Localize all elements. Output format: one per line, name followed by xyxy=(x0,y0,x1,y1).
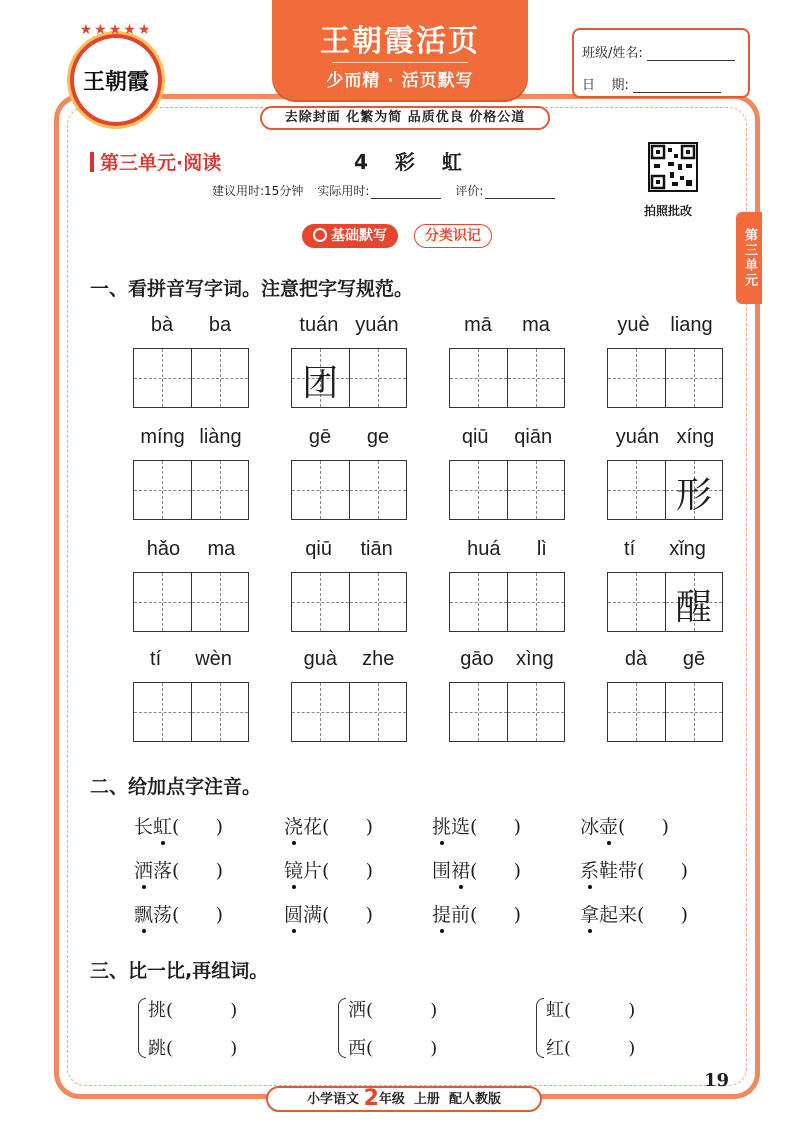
writing-grid xyxy=(133,572,249,632)
writing-box[interactable] xyxy=(292,683,349,741)
writing-box[interactable] xyxy=(134,349,191,407)
star-icon: ★★★★★ xyxy=(79,22,153,38)
writing-box[interactable] xyxy=(507,349,565,407)
writing-box[interactable] xyxy=(450,683,507,741)
pinyin-item xyxy=(607,426,723,520)
writing-grid xyxy=(607,348,723,408)
writing-grid xyxy=(133,348,249,408)
writing-grid xyxy=(291,572,407,632)
writing-box[interactable] xyxy=(292,573,349,631)
unit-title: 第三单元·阅读 xyxy=(90,148,221,175)
pinyin-syllable: tiān xyxy=(360,538,393,560)
word-char: 起来 xyxy=(599,904,638,926)
footer-bar xyxy=(266,1086,542,1112)
lesson-title: 4 彩 虹 xyxy=(354,150,472,174)
pronunciation-item xyxy=(580,900,688,927)
writing-grid xyxy=(449,460,565,520)
word-char: 荡 xyxy=(153,904,173,926)
writing-grid xyxy=(133,682,249,742)
pronunciation-item xyxy=(432,856,521,883)
evaluation-label: 评价: xyxy=(455,184,484,198)
writing-box[interactable] xyxy=(191,573,249,631)
pinyin-text xyxy=(291,314,407,340)
brand-banner xyxy=(272,0,528,100)
date-field[interactable] xyxy=(633,79,721,93)
compare-word[interactable]: 西( ) xyxy=(348,1038,438,1059)
answer-blank[interactable]: ( ) xyxy=(322,816,374,838)
writing-box[interactable] xyxy=(450,461,507,519)
pinyin-syllable: qiū xyxy=(305,538,332,560)
footer-grade-text: 年级 上册 配人教版 xyxy=(378,1092,501,1107)
written-char: 团 xyxy=(302,363,339,404)
dotted-char: 浇 xyxy=(284,812,303,839)
pinyin-text xyxy=(607,538,723,564)
compare-word[interactable]: 挑( ) xyxy=(148,1000,238,1021)
writing-box[interactable] xyxy=(507,573,565,631)
evaluation-field[interactable] xyxy=(485,187,555,199)
dotted-char: 镜 xyxy=(284,856,303,883)
footer-grade-number: 2 xyxy=(363,1086,379,1111)
writing-box[interactable] xyxy=(507,683,565,741)
dotted-char: 提 xyxy=(432,900,451,927)
pinyin-item xyxy=(133,426,249,520)
qr-code-icon[interactable] xyxy=(648,142,698,192)
pinyin-item xyxy=(291,426,407,520)
pinyin-item xyxy=(449,648,565,742)
actual-time-field[interactable] xyxy=(371,187,441,199)
pinyin-syllable: qiū xyxy=(461,426,489,448)
pinyin-syllable: xíng xyxy=(676,426,715,448)
writing-box[interactable] xyxy=(349,461,407,519)
dotted-char: 系 xyxy=(580,856,599,883)
writing-box[interactable] xyxy=(450,349,507,407)
pinyin-syllable: yuè xyxy=(617,314,650,336)
word-char: 鞋带 xyxy=(599,860,638,882)
pinyin-text xyxy=(607,426,723,452)
writing-box[interactable] xyxy=(665,461,723,519)
actual-time-label: 实际用时: xyxy=(317,184,370,198)
writing-box[interactable] xyxy=(134,573,191,631)
pinyin-syllable: tí xyxy=(150,648,162,670)
answer-blank[interactable]: ( ) xyxy=(470,860,522,882)
word-char: 围 xyxy=(432,860,452,882)
suggested-time: 建议用时:15分钟 xyxy=(212,184,304,198)
pinyin-item xyxy=(607,314,723,408)
pronunciation-item xyxy=(134,900,223,927)
compare-word[interactable]: 洒( ) xyxy=(348,1000,438,1021)
written-char: 醒 xyxy=(675,587,712,628)
writing-box[interactable] xyxy=(134,683,191,741)
answer-blank[interactable]: ( ) xyxy=(172,860,224,882)
dotted-char: 壶 xyxy=(599,812,618,839)
word-char: 前 xyxy=(451,904,471,926)
brace-icon xyxy=(338,998,346,1058)
pinyin-text xyxy=(449,648,565,674)
pronunciation-item xyxy=(580,856,688,883)
writing-grid xyxy=(607,682,723,742)
pinyin-item xyxy=(607,538,723,632)
pinyin-syllable: gē xyxy=(308,426,332,448)
dotted-char: 虹 xyxy=(153,812,172,839)
brace-icon xyxy=(536,998,544,1058)
logo-text: 王朝霞 xyxy=(82,68,149,95)
writing-box[interactable] xyxy=(507,461,565,519)
answer-blank[interactable]: ( ) xyxy=(618,816,670,838)
pinyin-syllable: dà xyxy=(624,648,648,670)
writing-box[interactable] xyxy=(349,573,407,631)
qr-label: 拍照批改 xyxy=(644,204,693,218)
pinyin-syllable: ba xyxy=(208,314,232,336)
section2-title: 二、给加点字注音。 xyxy=(90,776,262,798)
date-row xyxy=(582,74,721,93)
time-line xyxy=(212,182,563,199)
dotted-char: 飘 xyxy=(134,900,153,927)
medal-icon xyxy=(313,228,327,242)
answer-blank[interactable]: ( ) xyxy=(172,904,224,926)
compare-word[interactable]: 虹( ) xyxy=(546,1000,636,1021)
pinyin-syllable: lì xyxy=(536,538,547,560)
writing-box[interactable] xyxy=(450,573,507,631)
writing-box[interactable] xyxy=(608,683,665,741)
writing-grid xyxy=(449,348,565,408)
pronunciation-item xyxy=(284,856,373,883)
writing-box[interactable] xyxy=(665,349,723,407)
pinyin-item xyxy=(449,538,565,632)
pinyin-text xyxy=(291,538,407,564)
pinyin-item xyxy=(607,648,723,742)
pinyin-item xyxy=(133,314,249,408)
writing-box[interactable] xyxy=(191,349,249,407)
writing-grid xyxy=(607,572,723,632)
writing-grid xyxy=(291,348,407,408)
dotted-char: 拿 xyxy=(580,900,599,927)
page-number: 19 xyxy=(704,1070,730,1091)
footer-subject: 小学语文 xyxy=(307,1092,360,1107)
section1-title: 一、看拼音写字词。注意把字写规范。 xyxy=(90,278,414,300)
pinyin-text xyxy=(449,426,565,452)
dotted-char: 洒 xyxy=(134,856,153,883)
writing-grid xyxy=(449,572,565,632)
unit-side-tab: 第三单元 xyxy=(736,212,762,304)
pinyin-text xyxy=(607,314,723,340)
pinyin-text xyxy=(449,314,565,340)
pinyin-syllable: yuán xyxy=(355,314,399,336)
pinyin-syllable: xǐng xyxy=(669,538,706,560)
pronunciation-item xyxy=(134,812,223,839)
pronunciation-item xyxy=(432,812,521,839)
pinyin-syllable: huá xyxy=(467,538,501,560)
pinyin-syllable: ge xyxy=(366,426,390,448)
writing-grid xyxy=(291,682,407,742)
writing-grid xyxy=(291,460,407,520)
pinyin-syllable: mā xyxy=(464,314,492,336)
writing-box[interactable] xyxy=(608,461,665,519)
pinyin-syllable: bà xyxy=(150,314,174,336)
pinyin-syllable: hǎo xyxy=(146,538,181,560)
pinyin-syllable: qiān xyxy=(514,426,553,448)
pinyin-syllable: gāo xyxy=(460,648,494,670)
class-name-label: 班级/姓名: xyxy=(582,46,643,61)
tag-basic-label: 基础默写 xyxy=(331,228,387,244)
answer-blank[interactable]: ( ) xyxy=(637,904,689,926)
answer-blank[interactable]: ( ) xyxy=(322,904,374,926)
tag-basic-dictation xyxy=(302,224,398,248)
writing-grid xyxy=(607,460,723,520)
pronunciation-item xyxy=(432,900,521,927)
writing-box[interactable] xyxy=(292,349,349,407)
pinyin-text xyxy=(133,314,249,340)
pinyin-syllable: zhe xyxy=(362,648,395,670)
motto-bar: 去除封面 化繁为简 品质优良 价格公道 xyxy=(260,106,550,130)
compare-word[interactable]: 红( ) xyxy=(546,1038,636,1059)
pinyin-text xyxy=(133,426,249,452)
word-char: 片 xyxy=(303,860,323,882)
writing-grid xyxy=(449,682,565,742)
pinyin-syllable: gē xyxy=(682,648,706,670)
pinyin-item xyxy=(449,314,565,408)
writing-box[interactable] xyxy=(608,349,665,407)
brand-logo xyxy=(70,22,162,126)
banner-divider xyxy=(332,62,468,63)
pinyin-item xyxy=(291,314,407,408)
pinyin-text xyxy=(291,426,407,452)
answer-blank[interactable]: ( ) xyxy=(172,816,224,838)
pronunciation-item xyxy=(284,812,373,839)
writing-grid xyxy=(133,460,249,520)
pinyin-item xyxy=(291,648,407,742)
written-char: 形 xyxy=(675,475,712,516)
word-char: 落 xyxy=(153,860,173,882)
pronunciation-item xyxy=(580,812,669,839)
pinyin-syllable: tuán xyxy=(299,314,339,336)
pinyin-syllable: xìng xyxy=(515,648,554,670)
pinyin-item xyxy=(449,426,565,520)
writing-box[interactable] xyxy=(665,683,723,741)
word-char: 选 xyxy=(451,816,471,838)
pinyin-syllable: liàng xyxy=(199,426,242,448)
answer-blank[interactable]: ( ) xyxy=(637,860,689,882)
word-char: 长 xyxy=(134,816,154,838)
brace-icon xyxy=(138,998,146,1058)
class-name-field[interactable] xyxy=(647,47,735,61)
pinyin-syllable: tí xyxy=(624,538,636,560)
answer-blank[interactable]: ( ) xyxy=(470,904,522,926)
pinyin-syllable: wèn xyxy=(195,648,232,670)
writing-box[interactable] xyxy=(349,683,407,741)
tag-classify: 分类识记 xyxy=(414,224,492,248)
pinyin-syllable: liang xyxy=(670,314,713,336)
pinyin-syllable: ma xyxy=(522,314,550,336)
answer-blank[interactable]: ( ) xyxy=(470,816,522,838)
student-info-box xyxy=(572,28,750,98)
word-char: 花 xyxy=(303,816,323,838)
pinyin-syllable: guà xyxy=(303,648,337,670)
pinyin-text xyxy=(133,648,249,674)
pronunciation-item xyxy=(134,856,223,883)
writing-box[interactable] xyxy=(191,461,249,519)
writing-box[interactable] xyxy=(349,349,407,407)
writing-box[interactable] xyxy=(134,461,191,519)
pinyin-item xyxy=(291,538,407,632)
answer-blank[interactable]: ( ) xyxy=(322,860,374,882)
compare-word[interactable]: 跳( ) xyxy=(148,1038,238,1059)
dotted-char: 圆 xyxy=(284,900,303,927)
brand-slogan: 少而精 · 活页默写 xyxy=(326,71,474,91)
pinyin-text xyxy=(607,648,723,674)
pinyin-text xyxy=(291,648,407,674)
writing-box[interactable] xyxy=(665,573,723,631)
word-char: 冰 xyxy=(580,816,600,838)
writing-box[interactable] xyxy=(191,683,249,741)
dotted-char: 挑 xyxy=(432,812,451,839)
pinyin-syllable: míng xyxy=(140,426,185,448)
pinyin-text xyxy=(133,538,249,564)
pinyin-item xyxy=(133,648,249,742)
pinyin-syllable: yuán xyxy=(615,426,660,448)
pinyin-item xyxy=(133,538,249,632)
writing-box[interactable] xyxy=(608,573,665,631)
pinyin-text xyxy=(449,538,565,564)
section3-title: 三、比一比,再组词。 xyxy=(90,960,269,982)
pinyin-syllable: ma xyxy=(207,538,236,560)
pronunciation-item xyxy=(284,900,373,927)
word-char: 满 xyxy=(303,904,323,926)
writing-box[interactable] xyxy=(292,461,349,519)
class-name-row xyxy=(582,42,735,61)
brand-title: 王朝霞活页 xyxy=(320,24,480,59)
dotted-char: 裙 xyxy=(451,856,470,883)
date-label: 日 期: xyxy=(582,78,629,93)
